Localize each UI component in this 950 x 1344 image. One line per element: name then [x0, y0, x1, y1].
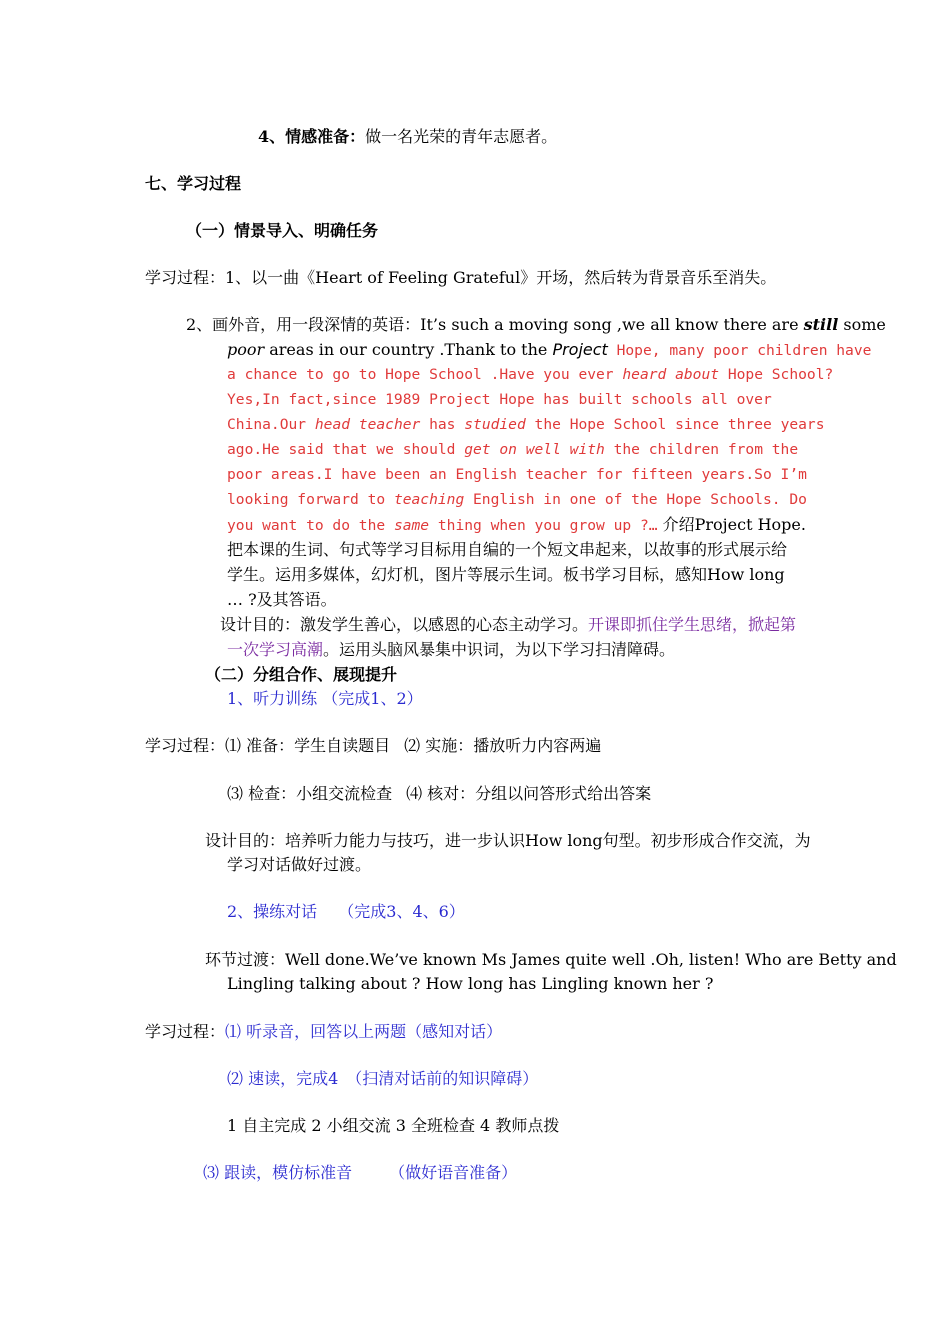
subsection-heading-1: （一）情景导入、明确任务: [186, 221, 379, 240]
voiceover-red-text: the Hope School since three years: [525, 416, 825, 433]
voiceover-line-2: [227, 338, 871, 363]
voiceover-line-3: [227, 363, 834, 387]
voiceover-emphasis: studied: [464, 416, 526, 433]
voiceover-red-text: English in one of the Hope Schools. Do: [464, 491, 807, 508]
voiceover-line-10: 把本课的生词、句式等学习目标用自编的一个短文串起来，以故事的形式展示给: [227, 540, 788, 559]
voiceover-red-text: Hope School?: [719, 366, 834, 383]
design-purpose-1-cont: [227, 638, 675, 662]
process-step-speed-read: ⑵ 速读，完成4 （扫清对话前的知识障碍）: [227, 1069, 539, 1088]
process-step: ⑶ 检查：小组交流检查: [227, 784, 393, 803]
voiceover-line-1: [186, 313, 886, 337]
process-step: ⑴ 听录音，回答以上两题（感知对话）: [225, 1022, 503, 1041]
voiceover-red-text: Hope, many poor children have: [607, 342, 872, 359]
voiceover-text: some: [838, 315, 886, 334]
learning-process-label: 学习过程：: [145, 736, 226, 755]
voiceover-line-9: [227, 513, 806, 538]
voiceover-red-text: the children from the: [604, 441, 799, 458]
voiceover-line-5: [227, 413, 825, 437]
design-purpose-1: [220, 613, 796, 637]
learning-process-2b: [227, 782, 651, 806]
emotion-prep-line: [258, 125, 557, 149]
voiceover-line-6: [227, 438, 799, 462]
design-purpose-text: 。运用头脑风暴集中识词，为以下学习扫清障碍。: [323, 640, 676, 659]
design-purpose-2-cont: 学习对话做好过渡。: [227, 855, 372, 874]
process-step: ⑵ 实施：播放听力内容两遍: [404, 736, 602, 755]
transition-line-2: Lingling talking about ? How long has Lingling known her ?: [227, 974, 714, 993]
learning-process-intro: 学习过程：1、以一曲《Heart of Feeling Grateful》开场，然后转为背景音乐至消失。: [145, 268, 777, 287]
subsection-heading-2: （二）分组合作、展现提升: [205, 665, 398, 684]
voiceover-emphasis: same: [393, 517, 430, 534]
section-heading-7: 七、学习过程: [145, 174, 242, 193]
voiceover-line-11: 学生。运用多媒体，幻灯机，图片等展示生词。板书学习目标，感知How long: [227, 565, 785, 584]
emotion-prep-label: 4、情感准备：: [258, 127, 366, 146]
dialogue-practice-heading: 2、操练对话 （完成3、4、6）: [227, 902, 465, 921]
learning-process-2a: [145, 734, 601, 758]
process-substeps: 1 自主完成 2 小组交流 3 全班检查 4 教师点拨: [227, 1116, 560, 1135]
voiceover-emphasis: get on well with: [464, 441, 605, 458]
voiceover-emphasis: head teacher: [314, 416, 421, 433]
voiceover-line-7: poor areas.I have been an English teacher for fifteen years.So I’m: [227, 466, 807, 483]
design-purpose-text: 设计目的：激发学生善心，以感恩的心态主动学习。: [220, 615, 589, 634]
process-step-follow-read: ⑶ 跟读，模仿标准音 （做好语音准备）: [203, 1163, 518, 1182]
voiceover-emphasis: Project: [552, 340, 608, 359]
voiceover-text: areas in our country .Thank to the: [264, 340, 553, 359]
voiceover-red-text: has: [420, 416, 465, 433]
voiceover-text: 2、画外音，用一段深情的英语：It’s such a moving song ,we all know there are: [186, 315, 804, 334]
learning-process-label: 学习过程：: [145, 1022, 226, 1041]
transition-line-1: 环节过渡：Well done.We’ve known Ms James quite well .Oh, listen! Who are Betty and: [205, 950, 897, 969]
design-purpose-highlight: 一次学习高潮: [227, 640, 324, 659]
voiceover-emphasis: teaching: [393, 491, 465, 508]
voiceover-emphasis: poor: [227, 340, 265, 359]
voiceover-line-8: [227, 488, 807, 512]
voiceover-red-text: a chance to go to Hope School .Have you ever: [227, 366, 623, 383]
voiceover-red-text: ago.He said that we should: [227, 441, 465, 458]
voiceover-red-text: thing when you grow up ?…: [429, 517, 658, 534]
listening-task-heading: 1、听力训练 （完成1、2）: [227, 689, 423, 708]
voiceover-line-4: Yes,In fact,since 1989 Project Hope has built schools all over: [227, 391, 772, 408]
design-purpose-2: 设计目的：培养听力能力与技巧，进一步认识How long句型。初步形成合作交流，为: [205, 831, 811, 850]
voiceover-emphasis: still: [803, 315, 839, 334]
voiceover-red-text: you want to do the: [227, 517, 394, 534]
design-purpose-highlight: 开课即抓住学生思绪，掀起第: [588, 615, 797, 634]
voiceover-emphasis: heard about: [622, 366, 720, 383]
voiceover-red-text: China.Our: [227, 416, 315, 433]
process-step: ⑴ 准备：学生自读题目: [225, 736, 391, 755]
emotion-prep-text: 做一名光荣的青年志愿者。: [365, 127, 558, 146]
voiceover-red-text: looking forward to: [227, 491, 394, 508]
voiceover-line-12: … ?及其答语。: [227, 590, 337, 609]
process-step: ⑷ 核对：分组以问答形式给出答案: [406, 784, 652, 803]
voiceover-black-text: 介绍Project Hope.: [657, 515, 806, 534]
learning-process-3: [145, 1020, 502, 1044]
